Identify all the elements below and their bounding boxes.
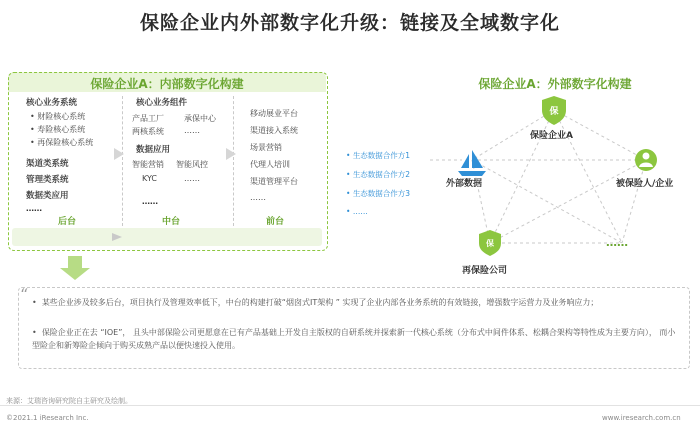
front-item: 场景营销 [250,143,282,152]
right-panel-title: 保险企业A：外部数字化构建 [478,77,632,91]
shield-icon [542,96,566,125]
front-item: 代理人培训 [250,160,290,169]
node-external-label: 外部数据 [446,179,483,189]
summary-bullet: • 某些企业涉及较多后台，项目执行及管理效率低下，中台的构建打破“烟囱式IT架构 ” 实现了企业内部各业务系统的有效链接，增强数字运营力及业务响应力； [32,298,599,307]
eco-partner: • …… [346,207,368,216]
channel-system: 渠道类系统 [26,159,69,169]
website: www.iresearch.com.cn [602,414,681,422]
source-note: 来源：艾瑞咨询研究院自主研究及绘制。 [6,397,132,405]
front-item: 渠道管理平台 [250,177,298,186]
back-item: • 寿险核心系统 [30,125,86,134]
middle-dots: …… [142,197,158,206]
front-item: 渠道接入系统 [250,126,298,135]
core-system-heading: 核心业务系统 [26,98,78,108]
back-label: 后台 [58,217,77,227]
down-arrow-shaft [68,256,82,268]
footer-divider [0,405,700,406]
left-panel-title: 保险企业A：内部数字化构建 [90,77,244,91]
front-item: 移动展业平台 [250,109,298,118]
front-label: 前台 [266,217,285,227]
node-dots: …… [606,236,628,249]
middle-data-item: KYC [142,174,157,183]
data-app-heading: 数据应用 [136,145,171,155]
quote-icon: “ [20,285,29,304]
middle-data-item: …… [184,174,200,183]
arrow-right-icon [226,148,236,160]
eco-partner: • 生态数据合作方3 [346,189,411,198]
node-center-label: 保险企业A [530,131,573,141]
svg-text:保: 保 [486,239,494,248]
middle-item: 承保中心 [184,114,216,123]
back-dots: …… [26,204,42,213]
component-heading: 核心业务组件 [136,98,188,108]
eco-partner: • 生态数据合作方2 [346,170,411,179]
manage-system: 管理类系统 [26,175,69,185]
copyright: ©2021.1 iResearch Inc. [6,414,89,422]
page-title: 保险企业内外部数字化升级：链接及全域数字化 [139,12,560,34]
back-item: • 财险核心系统 [30,112,86,121]
node-insured-label: 被保险人/企业 [616,179,674,189]
shield-icon [479,230,501,256]
person-icon [635,149,657,171]
middle-item: 产品工厂 [132,114,164,123]
middle-data-item: 智能风控 [176,160,208,169]
down-arrow-icon [60,268,90,280]
left-bar-bg [12,228,322,246]
summary-bullet: • 保险企业正在去 “IOE”， 且头中部保险公司更愿意在已有产品基础上开发自主版权的自研系统并探索新一代核心系统（分布式中间件体系、松耦合架构等特性成为主要方向）， 而小型险企和新筹险企倾向于购买成熟产品以便快速投入使用。 [32,328,676,350]
arrow-right-icon [114,148,124,160]
eco-partner: • 生态数据合作方1 [346,151,411,160]
front-item: …… [250,193,266,202]
back-item: • 再保险核心系统 [30,138,94,147]
svg-text:保: 保 [549,107,559,117]
network-edges [430,110,646,243]
middle-data-item: 智能营销 [132,160,164,169]
middle-label: 中台 [162,217,181,227]
node-reinsurer-label: 再保险公司 [462,266,508,276]
middle-item: 两核系统 [132,127,164,136]
data-app: 数据类应用 [26,191,69,201]
middle-item: …… [184,126,200,135]
